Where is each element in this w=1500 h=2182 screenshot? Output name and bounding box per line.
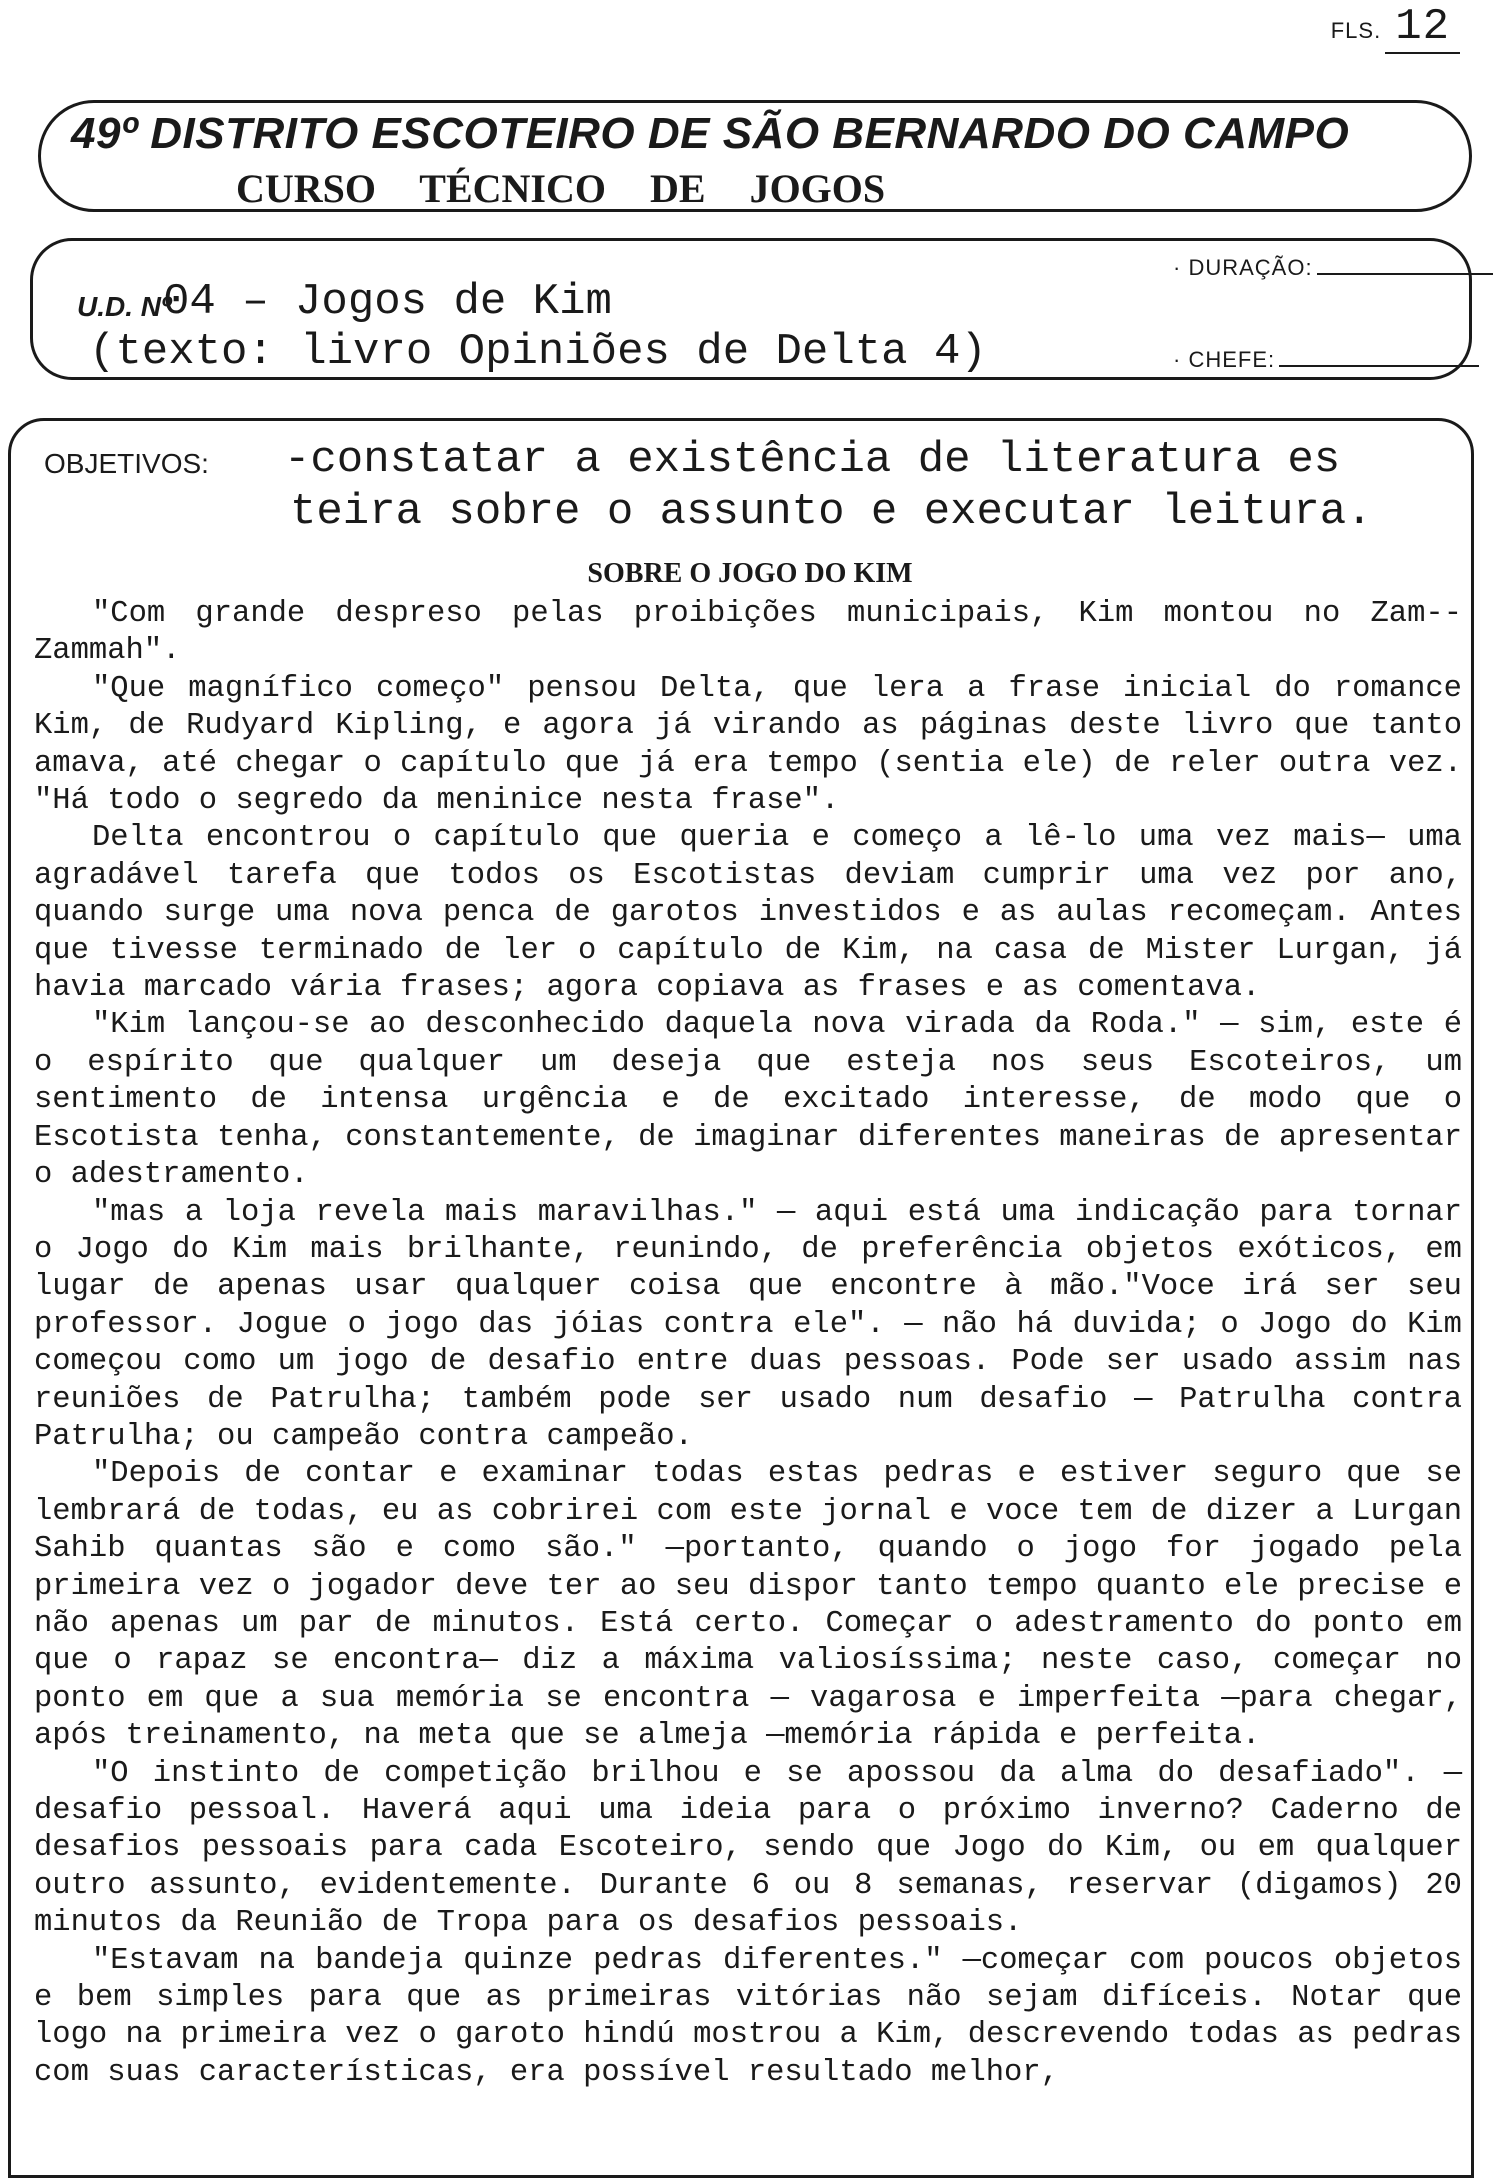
district-header — [38, 100, 1472, 212]
body-text — [34, 596, 1462, 2092]
objectives-line-2: teira sobre o assunto e executar leitura. — [290, 487, 1373, 537]
unit-subtitle: (texto: livro Opiniões de Delta 4) — [89, 327, 987, 377]
paragraph: "Com grande despreso pelas proibições municipais, Kim montou no Zam--Zammah". — [34, 597, 1462, 669]
folio-stamp — [1331, 2, 1460, 52]
objectives-line-1: -constatar a existência de literatura es — [284, 435, 1341, 485]
section-title: SOBRE O JOGO DO KIM — [587, 558, 913, 589]
paragraph: "O instinto de competição brilhou e se apossou da alma do desafiado". — desafio pessoal. Haverá aqui uma ideia para o próximo inverno? Caderno de desafios pessoais para cada Escoteiro, sendo que Jogo do Kim, ou em qualquer outro assunto, evidentemente. Durante 6 ou 8 semanas, reservar (digamos) 20 minutos da Reunião de Tropa para os desafios pessoais. — [34, 1756, 1462, 1941]
district-title: 49º DISTRITO ESCOTEIRO DE SÃO BERNARDO DO CAMPO — [71, 109, 1350, 158]
objectives-label: OBJETIVOS: — [44, 448, 209, 479]
paragraph: Delta encontrou o capítulo que queria e começo a lê-lo uma vez mais— uma agradável tarefa que todos os Escotistas deviam cumprir uma vez por ano, quando surge uma nova penca de garotos investidos e as aulas recomeçam. Antes que tivesse terminado de ler o capítulo de Kim, na casa de Mister Lurgan, já havia marcado vária frases; agora copiava as frases e as comentava. — [34, 821, 1462, 1006]
course-title: CURSO TÉCNICO DE JOGOS — [236, 166, 886, 211]
unit-title: 04 – Jogos de Kim — [163, 277, 612, 327]
chief-label: · CHEFE: — [1173, 347, 1276, 372]
duration-label: · DURAÇÃO: — [1173, 255, 1313, 280]
paragraph: "Depois de contar e examinar todas estas pedras e estiver seguro que se lembrará de todas, eu as cobrirei com este jornal e voce tem de dizer a Lurgan Sahib quantas são e como são." —portanto, quando o jogo for jogado pela primeira vez o jogador deve ter ao seu dispor tanto tempo quanto ele precise e não apenas um par de minutos. Está certo. Começar o adestramento do ponto em que o rapaz se encontra— diz a máxima valiosíssima; neste caso, começar no ponto em que a sua memória se encontra — vagarosa e imperfeita —para chegar, após treinamento, na meta que se almeja —memória rápida e perfeita. — [34, 1457, 1462, 1754]
unit-label: U.D. Nº — [77, 291, 172, 322]
paragraph: "Que magnífico começo" pensou Delta, que lera a frase inicial do romance Kim, de Rudyard Kipling, e agora já virando as páginas deste livro que tanto amava, até chegar o capítulo que já era tempo (sentia ele) de reler outra vez. "Há todo o segredo da meninice nesta frase". — [34, 671, 1462, 819]
folio-number: 12 — [1385, 2, 1460, 54]
paragraph: "Kim lançou-se ao desconhecido daquela nova virada da Roda." — sim, este é o espírito que qualquer um deseja que esteja nos seus Escoteiros, um sentimento de intensa urgência e de excitado interesse, de modo que o Escotista tenha, constantemente, de imaginar diferentes maneiras de apresentar o adestramento. — [34, 1008, 1462, 1193]
duration-line — [1317, 273, 1493, 275]
paragraph: "Estavam na bandeja quinze pedras diferentes." —começar com poucos objetos e bem simples para que as primeiras vitórias não sejam difíceis. Notar que logo na primeira vez o garoto hindú mostrou a Kim, descrevendo todas as pedras com suas características, era possível resultado melhor, — [34, 1943, 1462, 2090]
chief-field — [1173, 347, 1479, 373]
paragraph: "mas a loja revela mais maravilhas." — aqui está uma indicação para tornar o Jogo do Kim mais brilhante, reunindo, de preferência objetos exóticos, em lugar de apenas usar qualquer coisa que encontre à mão."Voce irá ser seu professor. Jogue o jogo das jóias contra ele". — não há duvida; o Jogo do Kim começou como um jogo de desafio entre duas pessoas. Pode ser usado assim nas reuniões de Patrulha; também pode ser usado num desafio — Patrulha contra Patrulha; ou campeão contra campeão. — [34, 1195, 1462, 1454]
chief-line — [1279, 365, 1479, 367]
folio-label: FLS. — [1330, 18, 1382, 43]
duration-field — [1173, 255, 1493, 281]
unit-box — [30, 238, 1472, 380]
